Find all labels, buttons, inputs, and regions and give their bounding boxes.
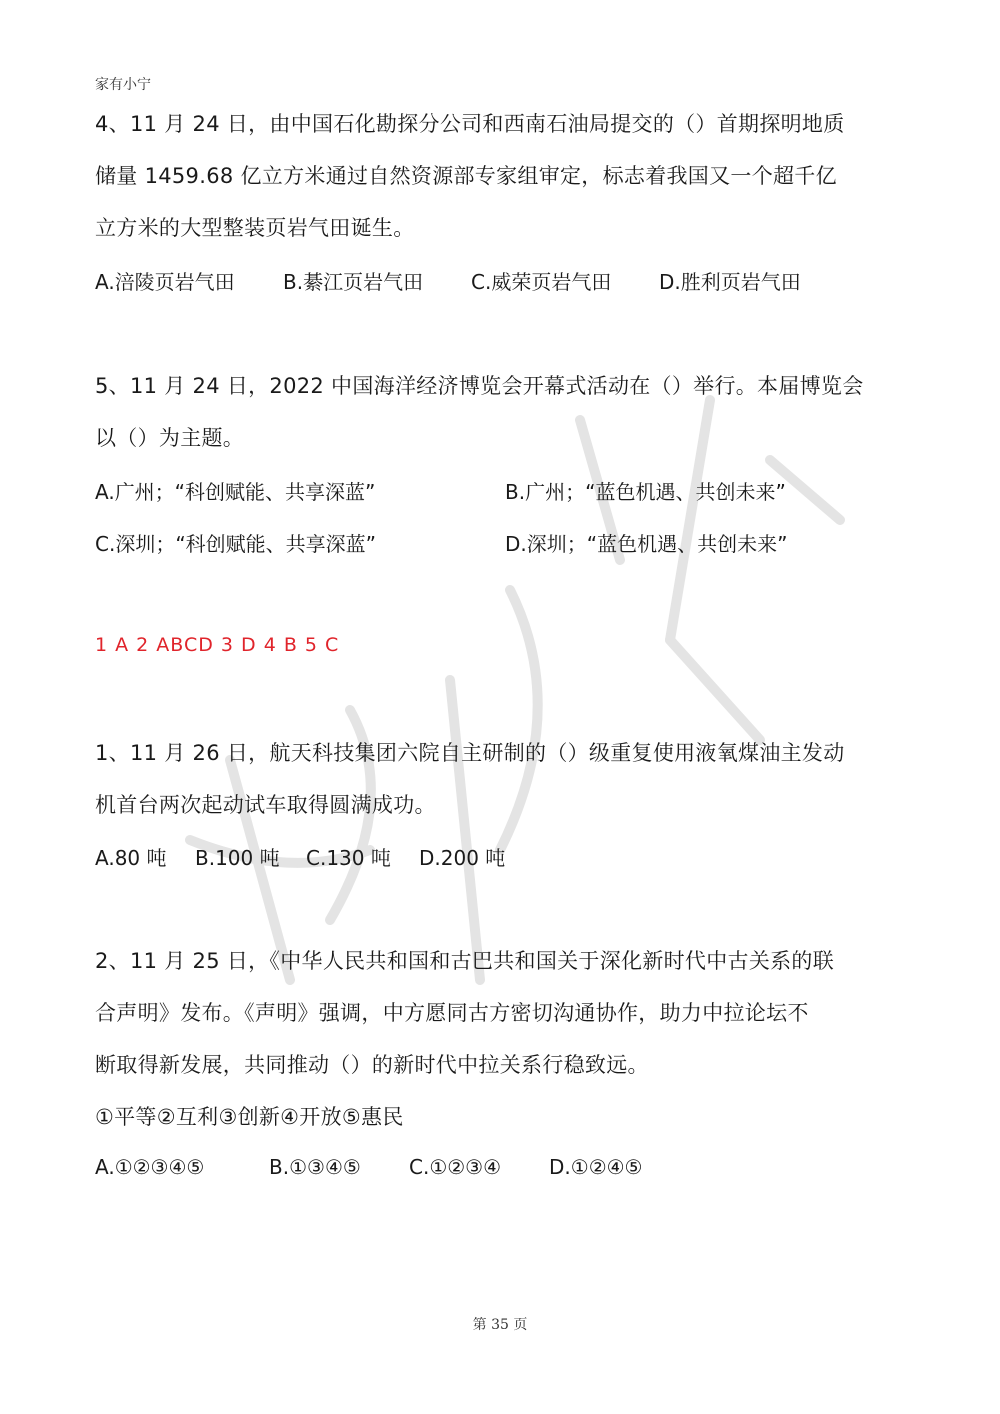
q5-option-a: A.广州；“科创赋能、共享深蓝” <box>95 480 376 504</box>
watermark-graphic <box>150 380 870 1000</box>
q2-option-a: A.①②③④⑤ <box>95 1155 205 1179</box>
page-number: 第 35 页 <box>472 1317 528 1333</box>
q4-option-a: A.涪陵页岩气田 <box>95 270 235 294</box>
q4-options <box>95 266 801 295</box>
q2-option-c: C.①②③④ <box>409 1155 502 1179</box>
q4-line-3: 立方米的大型整装页岩气田诞生。 <box>95 216 415 240</box>
q4-option-d: D.胜利页岩气田 <box>659 270 801 294</box>
answer-key: 1 A 2 ABCD 3 D 4 B 5 C <box>95 634 340 656</box>
q1-option-c: C.130 吨 <box>306 846 391 870</box>
q1-line-1: 1、11 月 26 日，航天科技集团六院自主研制的（）级重复使用液氧煤油主发动 <box>95 741 845 765</box>
q4-option-b: B.綦江页岩气田 <box>283 270 424 294</box>
q2-line-1: 2、11 月 25 日，《中华人民共和国和古巴共和国关于深化新时代中古关系的联 <box>95 949 835 973</box>
q1-option-b: B.100 吨 <box>195 846 280 870</box>
q5-option-b: B.广州；“蓝色机遇、共创未来” <box>505 480 786 504</box>
q5-options-row-1 <box>95 476 786 505</box>
q1-options <box>95 842 505 871</box>
q5-line-2: 以（）为主题。 <box>95 426 245 450</box>
q4-line-2: 储量 1459.68 亿立方米通过自然资源部专家组审定，标志着我国又一个超千亿 <box>95 164 837 188</box>
q1-option-a: A.80 吨 <box>95 846 167 870</box>
q1-line-2: 机首台两次起动试车取得圆满成功。 <box>95 793 436 817</box>
q4-option-c: C.威荣页岩气田 <box>471 270 612 294</box>
q1-option-d: D.200 吨 <box>419 846 506 870</box>
q2-option-d: D.①②④⑤ <box>549 1155 643 1179</box>
q5-option-d: D.深圳；“蓝色机遇、共创未来” <box>505 532 788 556</box>
q2-options <box>95 1155 642 1179</box>
q5-option-c: C.深圳；“科创赋能、共享深蓝” <box>95 532 377 556</box>
q2-option-b: B.①③④⑤ <box>269 1155 361 1179</box>
q5-options-row-2 <box>95 528 787 557</box>
q2-line-3: 断取得新发展，共同推动（）的新时代中拉关系行稳致远。 <box>95 1053 649 1077</box>
q5-line-1: 5、11 月 24 日，2022 中国海洋经济博览会开幕式活动在（）举行。本届博览会 <box>95 374 864 398</box>
q4-line-1: 4、11 月 24 日，由中国石化勘探分公司和西南石油局提交的（）首期探明地质 <box>95 112 845 136</box>
q2-line-4: ①平等②互利③创新④开放⑤惠民 <box>95 1105 404 1129</box>
page-header: 家有小宁 <box>95 77 151 93</box>
q2-line-2: 合声明》发布。《声明》强调，中方愿同古方密切沟通协作，助力中拉论坛不 <box>95 1001 809 1025</box>
